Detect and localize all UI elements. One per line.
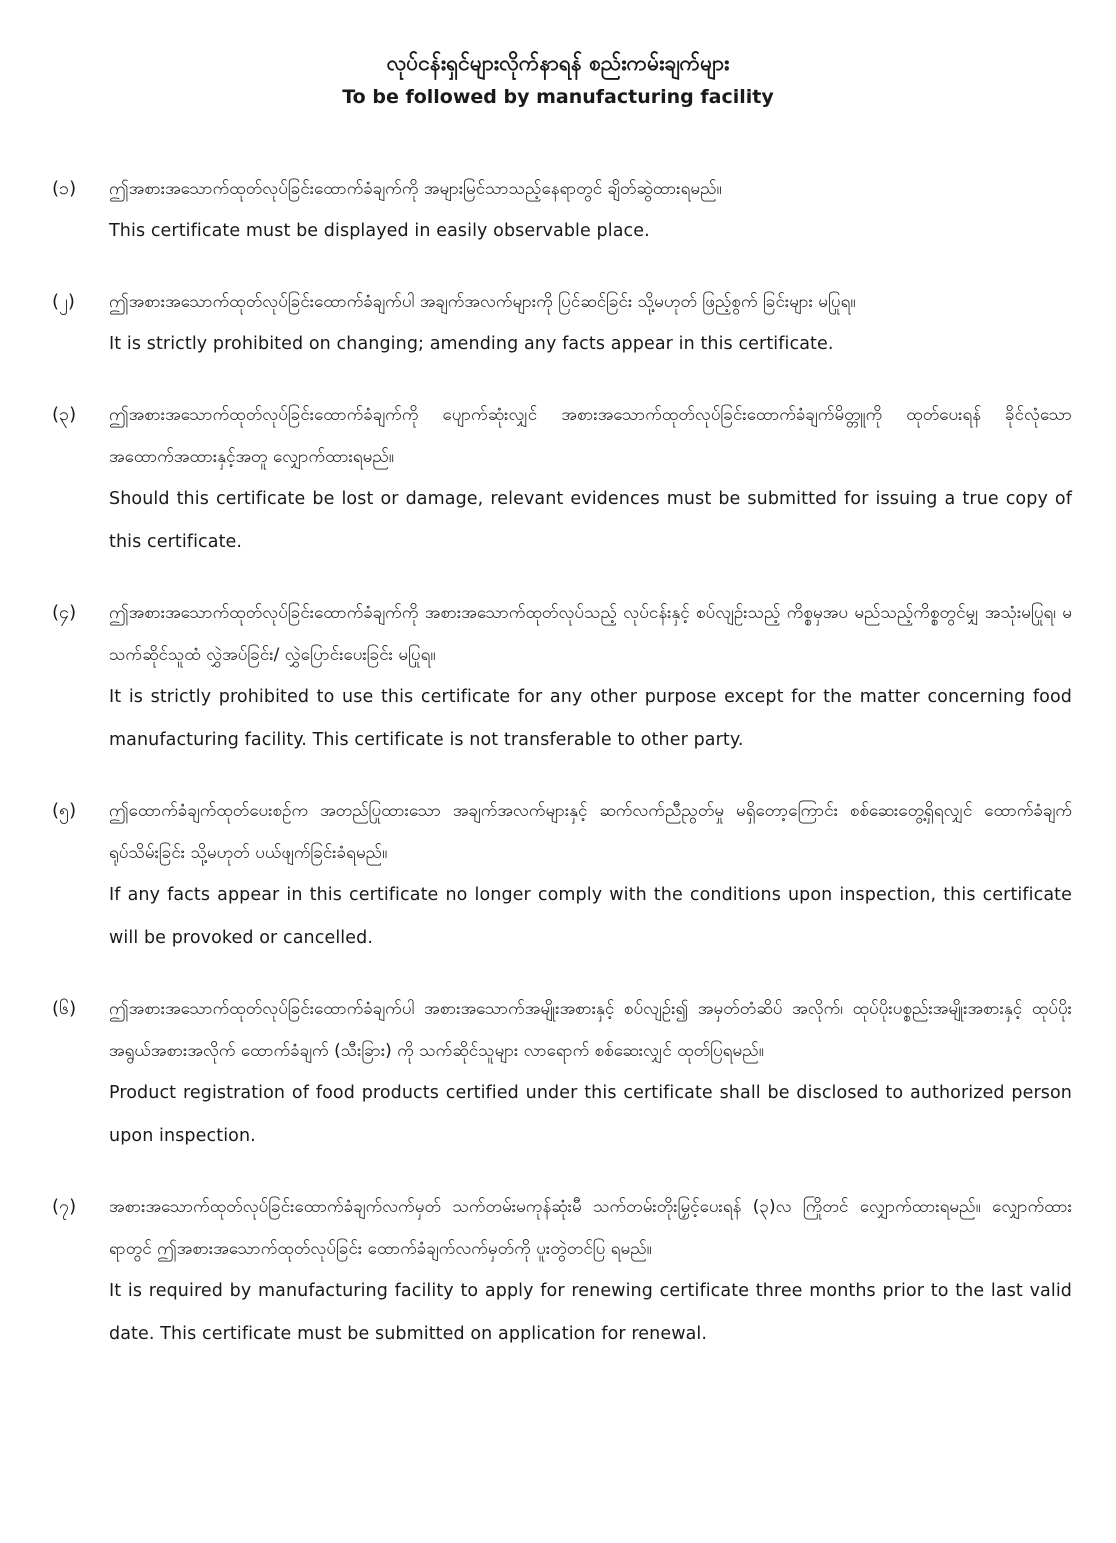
item-text-english: It is required by manufacturing facility to apply for renewing certificate three months prior to the last valid date. This certificate must be submitted on application for renewal. — [109, 1281, 1072, 1344]
item-text-english: Product registration of food products certified under this certificate shall be disclosed to authorized person upon inspection. — [109, 1083, 1072, 1146]
item-text-myanmar: ဤထောက်ခံချက်ထုတ်ပေးစဉ်က အတည်ပြုထားသော အချက်အလက်များနှင့် ဆက်လက်ညီညွတ်မှု မရှိတော့ကြောင်း စစ်ဆေးတွေ့ရှိရလျှင် ထောက်ခံချက်ရုပ်သိမ်းခြင်း သို့မဟုတ် ပယ်ဖျက်ခြင်းခံရမည်။ — [109, 801, 1072, 863]
item-number: (၆) — [52, 998, 77, 1019]
item-number: (၄) — [52, 602, 77, 623]
item-text-myanmar: ဤအစားအသောက်ထုတ်လုပ်ခြင်းထောက်ခံချက်ပါ အချက်အလက်များကို ပြင်ဆင်ခြင်း သို့မဟုတ် ဖြည့်စွက် ခြင်းများ မပြုရ။ — [109, 292, 856, 312]
document-header — [0, 44, 1116, 112]
title-myanmar: လုပ်ငန်းရှင်များလိုက်နာရန် စည်းကမ်းချက်များ — [386, 51, 730, 75]
item-text-english: It is strictly prohibited to use this certificate for any other purpose except for the matter concerning food manufacturing facility. This certificate is not transferable to other party. — [109, 687, 1072, 750]
item-text-myanmar: ဤအစားအသောက်ထုတ်လုပ်ခြင်းထောက်ခံချက်ကို အများမြင်သာသည့်နေရာတွင် ချိတ်ဆွဲထားရမည်။ — [109, 179, 722, 199]
item-text-english: If any facts appear in this certificate no longer comply with the conditions upon inspection, this certificate will be provoked or cancelled. — [109, 885, 1072, 948]
item-text-english: This certificate must be displayed in easily observable place. — [109, 221, 650, 241]
item-text-myanmar: အစားအသောက်ထုတ်လုပ်ခြင်းထောက်ခံချက်လက်မှတ် သက်တမ်းမကုန်ဆုံးမီ သက်တမ်းတိုးမြှင့်ပေးရန် (၃)လ ကြိုတင် လျှောက်ထားရမည်။ လျှောက်ထားရာတွင် ဤအစားအသောက်ထုတ်လုပ်ခြင်း ထောက်ခံချက်လက်မှတ်ကို ပူးတွဲတင်ပြ ရမည်။ — [109, 1197, 1072, 1259]
item-number: (၅) — [52, 800, 77, 821]
item-text-myanmar: ဤအစားအသောက်ထုတ်လုပ်ခြင်းထောက်ခံချက်ကို အစားအသောက်ထုတ်လုပ်သည့် လုပ်ငန်းနှင့် စပ်လျဉ်းသည့် ကိစ္စမှအပ မည်သည့်ကိစ္စတွင်မျှ အသုံးမပြုရ၊ မသက်ဆိုင်သူထံ လွှဲအပ်ခြင်း/ လွှဲပြောင်းပေးခြင်း မပြုရ။ — [109, 603, 1072, 665]
title-english: To be followed by manufacturing facility — [342, 86, 774, 108]
condition-item-6 — [52, 988, 1072, 1158]
condition-item-3 — [52, 394, 1072, 564]
item-number: (၁) — [52, 178, 77, 199]
condition-item-4 — [52, 592, 1072, 762]
condition-item-7 — [52, 1186, 1072, 1356]
item-text-english: Should this certificate be lost or damage, relevant evidences must be submitted for issuing a true copy of this certificate. — [109, 489, 1072, 552]
item-text-english: It is strictly prohibited on changing; amending any facts appear in this certificate. — [109, 334, 834, 354]
condition-item-5 — [52, 790, 1072, 960]
item-number: (၃) — [52, 404, 77, 425]
item-text-myanmar: ဤအစားအသောက်ထုတ်လုပ်ခြင်းထောက်ခံချက်ကို ပျောက်ဆုံးလျှင် အစားအသောက်ထုတ်လုပ်ခြင်းထောက်ခံချက်မိတ္တူကို ထုတ်ပေးရန် ခိုင်လုံသော အထောက်အထားနှင့်အတူ လျှောက်ထားရမည်။ — [109, 405, 1072, 467]
item-number: (၂) — [52, 291, 75, 312]
condition-item-1 — [52, 168, 1072, 253]
condition-item-2 — [52, 281, 1072, 366]
item-number: (၇) — [52, 1196, 77, 1217]
conditions-list — [52, 168, 1072, 1384]
item-text-myanmar: ဤအစားအသောက်ထုတ်လုပ်ခြင်းထောက်ခံချက်ပါ အစားအသောက်အမျိုးအစားနှင့် စပ်လျဉ်း၍ အမှတ်တံဆိပ် အလိုက်၊ ထုပ်ပိုးပစ္စည်းအမျိုးအစားနှင့် ထုပ်ပိုးအရွယ်အစားအလိုက် ထောက်ခံချက် (သီးခြား) ကို သက်ဆိုင်သူများ လာရောက် စစ်ဆေးလျှင် ထုတ်ပြရမည်။ — [109, 999, 1072, 1061]
